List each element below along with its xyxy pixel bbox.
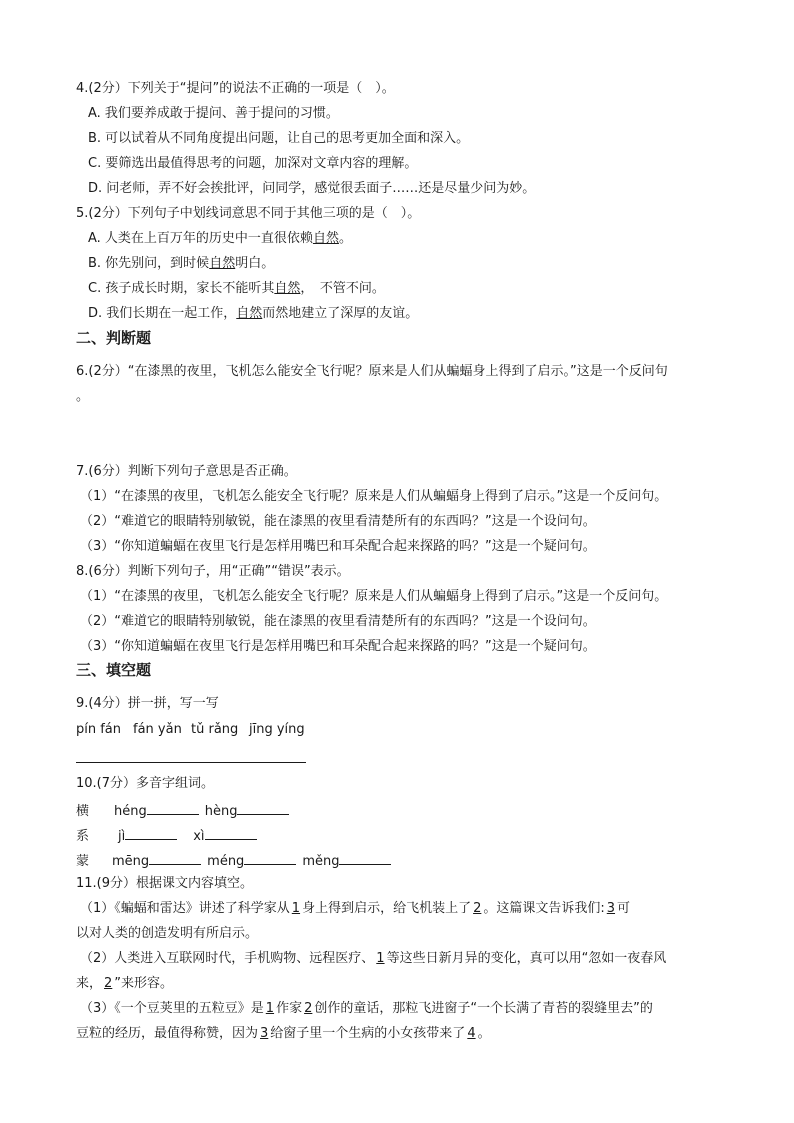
q10-row-xi (76, 825, 257, 846)
q5-d-pre: D. 我们长期在一起工作， (88, 306, 237, 321)
q10-heng-blank-a[interactable] (147, 800, 199, 815)
q11-stem: 11.(9分）根据课文内容填空。 (76, 876, 254, 891)
q5-b-post: 明白。 (235, 256, 275, 271)
q7-sentence-3: （3）“你知道蝙蝠在夜里飞行是怎样用嘴巴和耳朵配合起来探路的吗？”这是一个疑问句。 (80, 539, 596, 554)
q10-heng-pinyin-b: hèng (204, 804, 238, 819)
q9-pinyin-2: fán yǎn (133, 722, 182, 737)
q11-p3-text-c: 创作的童话，那粒飞进窗子“一个长满了青苔的裂缝里去”的 (314, 1001, 653, 1016)
q4-option-a: A. 我们要养成敢于提问、善于提问的习惯。 (88, 106, 339, 121)
q4-stem: 4.(2分）下列关于“提问”的说法不正确的一项是（ ）。 (76, 81, 395, 96)
q5-a-post: 。 (338, 231, 352, 246)
q10-row-heng (76, 800, 289, 821)
q5-a-underlined: 自然 (312, 231, 339, 246)
q9-blank-4[interactable] (248, 748, 306, 763)
q7-sentence-2: （2）“难道它的眼睛特别敏锐，能在漆黑的夜里看清楚所有的东西吗？”这是一个设问句。 (80, 514, 596, 529)
q11-p1-text-b: 身上得到启示，给飞机装上了 (302, 901, 472, 916)
q11-p3-blank-3[interactable]: 3 (260, 1026, 269, 1041)
q8-sentence-1: （1）“在漆黑的夜里，飞机怎么能安全飞行呢？原来是人们从蝙蝠身上得到了启示。”这是一个反问句。 (80, 589, 668, 604)
q4-option-d: D. 问老师，弄不好会挨批评，问同学，感觉很丢面子……还是尽量少问为妙。 (88, 181, 536, 196)
section-heading-judgement: 二、判断题 (76, 329, 152, 347)
q11-part1-line1 (80, 900, 630, 918)
q11-p3-text-f: 。 (477, 1026, 491, 1041)
q10-char-heng: 横 (76, 804, 90, 819)
q9-pinyin-4: jīng yíng (249, 722, 305, 737)
q5-d-underlined: 自然 (236, 306, 263, 321)
q10-meng-blank-b[interactable] (244, 850, 296, 865)
q11-p3-blank-4[interactable]: 4 (467, 1026, 476, 1041)
q9-blank-1[interactable] (76, 748, 132, 763)
q5-option-a (88, 230, 352, 248)
q11-p2-text-a: （2）人类进入互联网时代，手机购物、远程医疗、 (80, 951, 375, 966)
q5-a-pre: A. 人类在上百万年的历史中一直很依赖 (88, 231, 313, 246)
q6-stem: 6.(2分）“在漆黑的夜里，飞机怎么能安全飞行呢？原来是人们从蝙蝠身上得到了启示。”这是一个反问句 (76, 364, 668, 379)
q10-meng-blank-a[interactable] (149, 850, 201, 865)
q11-p1-blank-3[interactable]: 3 (606, 901, 616, 916)
q11-p1-blank-1[interactable]: 1 (291, 901, 301, 916)
q5-b-underlined: 自然 (209, 256, 236, 271)
q11-p3-text-d: 豆粒的经历，最值得称赞，因为 (76, 1026, 259, 1041)
q11-p1-text-c: 。这篇课文告诉我们: (483, 901, 605, 916)
q10-heng-pinyin-a: héng (114, 804, 147, 819)
q9-blank-2[interactable] (132, 748, 190, 763)
q11-p1-text-a: （1）《蝙蝠和雷达》讲述了科学家从 (80, 901, 290, 916)
q8-stem: 8.(6分）判断下列句子，用“正确”“错误”表示。 (76, 564, 350, 579)
q11-p2-text-d: ”来形容。 (114, 976, 174, 991)
q5-c-pre: C. 孩子成长时期，家长不能听其 (88, 281, 275, 296)
q4-option-c: C. 要筛选出最值得思考的问题，加深对文章内容的理解。 (88, 156, 418, 171)
q10-row-meng (76, 850, 391, 871)
q10-xi-pinyin-a: jì (118, 829, 126, 844)
q10-meng-pinyin-c: měng (302, 854, 340, 869)
q4-option-b: B. 可以试着从不同角度提出问题，让自己的思考更加全面和深入。 (88, 131, 470, 146)
q10-char-xi: 系 (76, 829, 90, 844)
q11-p2-text-b: 等这些日新月异的变化，真可以用“忽如一夜春风 (386, 951, 667, 966)
q5-c-post: ， 不管不问。 (300, 281, 385, 296)
q11-p3-text-a: （3）《一个豆荚里的五粒豆》是 (80, 1001, 264, 1016)
q11-p3-text-e: 给窗子里一个生病的小女孩带来了 (270, 1026, 466, 1041)
q5-b-pre: B. 你先别问，到时候 (88, 256, 210, 271)
q9-stem: 9.(4分）拼一拼，写一写 (76, 696, 219, 711)
q8-sentence-2: （2）“难道它的眼睛特别敏锐，能在漆黑的夜里看清楚所有的东西吗？”这是一个设问句。 (80, 614, 596, 629)
q10-meng-blank-c[interactable] (339, 850, 391, 865)
q11-p3-blank-1[interactable]: 1 (265, 1001, 275, 1016)
q11-part2-line1 (80, 950, 666, 968)
q11-part3-line1 (80, 1000, 653, 1018)
q9-blank-3[interactable] (190, 748, 248, 763)
q6-tail: 。 (76, 389, 90, 404)
q11-p2-blank-1[interactable]: 1 (376, 951, 385, 966)
q5-option-b (88, 255, 274, 273)
q5-option-c (88, 280, 385, 298)
q5-d-post: 而然地建立了深厚的友谊。 (262, 306, 419, 321)
q11-part2-line2 (76, 975, 173, 993)
q5-option-d (88, 305, 418, 323)
q9-pinyin-1: pín fán (76, 722, 122, 737)
q10-char-meng: 蒙 (76, 854, 90, 869)
q10-heng-blank-b[interactable] (237, 800, 289, 815)
q8-sentence-3: （3）“你知道蝙蝠在夜里飞行是怎样用嘴巴和耳朵配合起来探路的吗？”这是一个疑问句。 (80, 639, 596, 654)
q11-p3-blank-2[interactable]: 2 (304, 1001, 313, 1016)
q7-sentence-1: （1）“在漆黑的夜里，飞机怎么能安全飞行呢？原来是人们从蝙蝠身上得到了启示。”这是一个反问句。 (80, 489, 668, 504)
q11-p1-blank-2[interactable]: 2 (473, 901, 482, 916)
q9-pinyin-3: tǔ rǎng (191, 722, 239, 737)
q11-p1-text-d: 可 (617, 901, 631, 916)
q10-stem: 10.(7分）多音字组词。 (76, 776, 215, 791)
q10-xi-blank-b[interactable] (205, 825, 257, 840)
q11-part3-line2 (76, 1025, 491, 1043)
q5-c-underlined: 自然 (274, 281, 301, 296)
q5-stem: 5.(2分）下列句子中划线词意思不同于其他三项的是（ ）。 (76, 206, 421, 221)
q10-xi-pinyin-b: xì (193, 829, 205, 844)
q11-part1-line2: 以对人类的创造发明有所启示。 (76, 926, 259, 941)
q10-meng-pinyin-a: mēng (112, 854, 150, 869)
q9-pinyin-row (76, 721, 305, 739)
q11-p2-blank-2[interactable]: 2 (104, 976, 113, 991)
q10-xi-blank-a[interactable] (125, 825, 177, 840)
q11-p3-text-b: 作家 (276, 1001, 303, 1016)
q11-p2-text-c: 来， (76, 976, 103, 991)
q10-meng-pinyin-b: méng (207, 854, 245, 869)
q7-stem: 7.(6分）判断下列句子意思是否正确。 (76, 464, 297, 479)
section-heading-fill-in: 三、填空题 (76, 661, 152, 679)
q9-answer-blanks (76, 748, 306, 769)
